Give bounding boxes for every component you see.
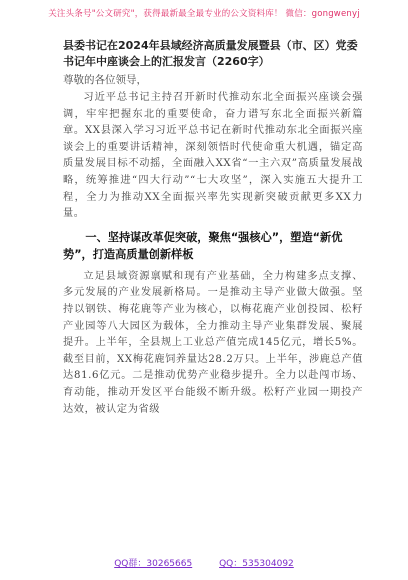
paragraph-intro: 习近平总书记主持召开新时代推动东北全面振兴座谈会强调，牢牢把握东北的重要使命，奋力谱写东北全面振兴新篇章。XX县深入学习习近平总书记在新时代推动东北全面振兴座谈会上的重要讲话精神，深刻领悟时代使命重大机遇，锚定高质量发展目标不动摇，全面融入XX省“一主六双”高质量发展战略，统筹推进“四大行动”“七大攻坚”，深入实施五大提升工程，全力为推动XX全面振兴率先实现新突破贡献更多XX力量。 — [63, 92, 363, 220]
top-banner: 关注头条号"公文研究"，获得最新最全最专业的公文资料库！ 微信：gongwenyj — [48, 9, 360, 19]
footer — [0, 556, 408, 569]
qq-group-link[interactable]: QQ群：30265665 — [114, 559, 193, 569]
section-heading-1: 一、坚持谋改革促突破，聚焦“强核心”，塑造“新优势”，打造高质量创新样板 — [63, 230, 343, 261]
paragraph-section-1: 立足县域资源禀赋和现有产业基础，全力构建多点支撑、多元发展的产业发展新格局。一是推动主导产业做大做强。坚持以钢铁、梅花鹿等产业为核心，以梅花鹿产业创投园、松籽产业园等八大园区为载体，全力推动主导产业集群发展、聚展提升。上半年，全县规上工业总产值完成145亿元，增长5%。截至目前，XX梅花鹿饲养量达28.2万只。上半年，涉鹿总产值达81.6亿元。二是推动优势产业稳步提升。全力以赴闯市场、育动能，推动开发区平台能级不断升级。松籽产业园一期投产达效，被认定为省级 — [63, 270, 363, 415]
greeting: 尊敬的各位领导， — [63, 74, 147, 86]
qq-link[interactable]: QQ：535304092 — [219, 559, 294, 569]
document-title: 县委书记在2024年县域经济高质量发展暨县（市、区）党委书记年中座谈会上的汇报发言（2260字） — [63, 39, 358, 68]
document-body — [63, 38, 363, 418]
